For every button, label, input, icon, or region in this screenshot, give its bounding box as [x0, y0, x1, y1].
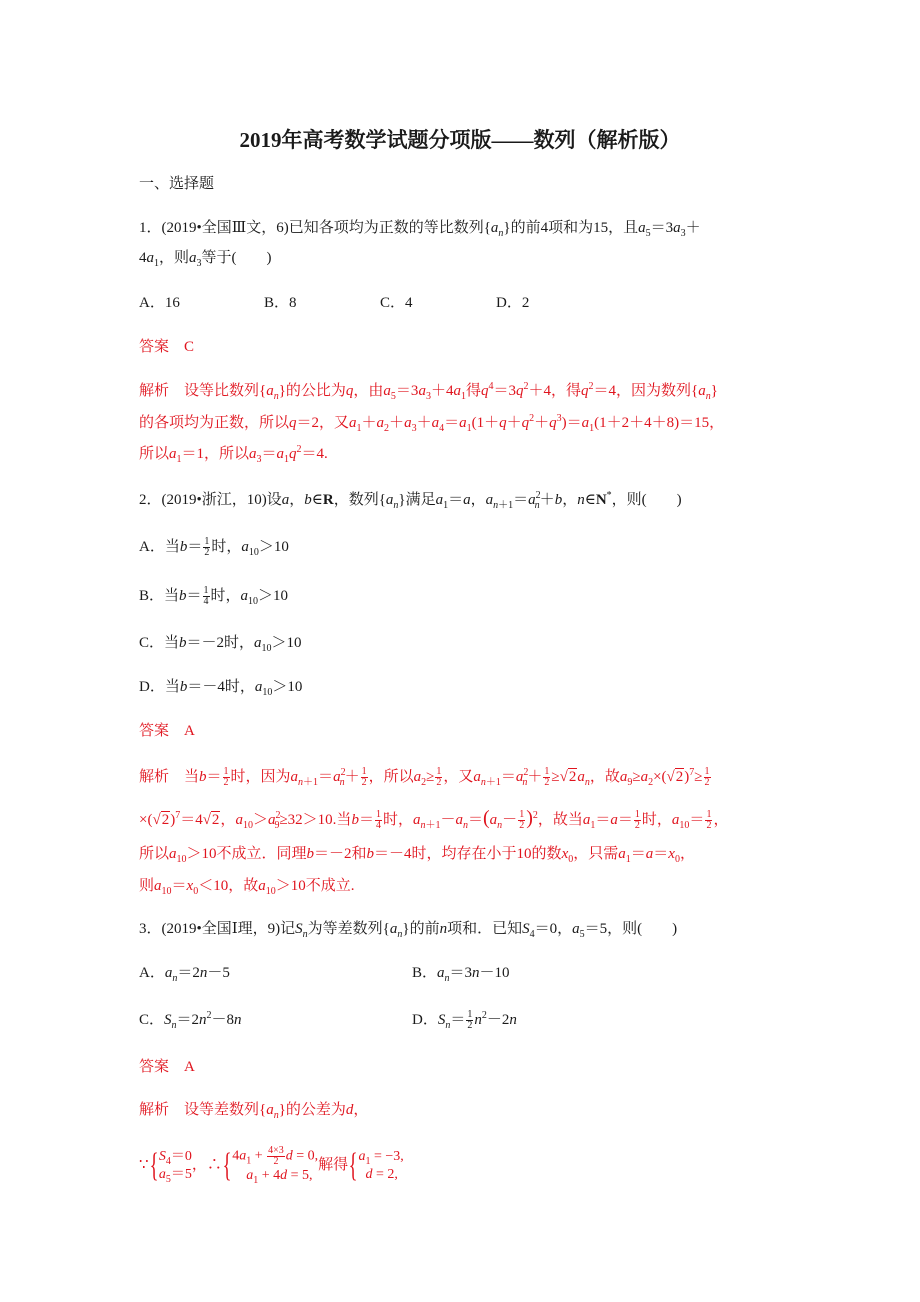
q2-analysis-line2: $\times(√2)^7=4√2$，$a_{10}>a^2_9\ge 32>10$.当b＝ $\frac{1}{4}$ 时，$a_{n+1}-a_n=(a_n-$ $\frac{1}{2}$ )$^2$，故当$a_1=a=$ $\frac{1}{2}$ 时，$a_{10}=$ $\frac{1}{2}$ ， — [139, 807, 729, 832]
q3-option-b: B．$a_n=3n-10$ — [412, 965, 510, 984]
q1-option-c: C．4 — [380, 295, 413, 311]
q1-analysis-line3: 所以$a_1=1$，所以$a_3=a_1q^2=4$. — [139, 444, 328, 465]
q2-analysis-line4: 则$a_{10}=x_0<10$，故$a_{10}>10$不成立. — [139, 878, 355, 897]
q2-analysis-line1: 解析 当b＝ $\frac{1}{2}$ 时，因为$a_{n+1}=a^2_n+$ $\frac{1}{2}$ ，所以$a_2\ge$ $\frac{1}{2}$ ，又$a_{n+1}=a^2_n+$ $\frac{1}{2}$ $\ge√2a_n$，故$a_9\ge a_2\times(√2)^7\ge$ $\frac{1}{2}$ — [139, 766, 710, 789]
q2-stem: 2．(2019•浙江，10)设a，b∈R，数列$\{a_n\}$满足$a_1=a$，$a_{n+1}=a^2_n+b$，n∈N*，则( ) — [139, 490, 682, 511]
q3-option-c: C．$S_n=2n^2-8n$ — [139, 1010, 242, 1031]
q3-option-d: D．$S_n=$ $\frac{1}{2}$ $n^2-2n$ — [412, 1009, 517, 1032]
q2-analysis-line3: 所以$a_{10}>10$不成立．同理b＝－2和b＝－4时，均存在小于10的数$x_0$，只需$a_1=a=x_0$， — [139, 846, 695, 865]
q3-option-a: A．$a_n=2n-5$ — [139, 965, 230, 984]
q1-option-a: A．16 — [139, 295, 180, 311]
q2-option-d: D．当b＝－4时，$a_{10}>10$ — [139, 679, 303, 698]
q2-option-a: A．当b＝ $\frac{1}{2}$ 时，$a_{10}>10$ — [139, 536, 289, 559]
q1-analysis-line2: 的各项均为正数，所以q＝2，又$a_1+a_2+a_3+a_4=a_1(1+q+q^2+q^3)=a_1(1+2+4+8)=15$， — [139, 413, 725, 434]
q1-stem-line1: 1．(2019•全国Ⅲ文，6)已知各项均为正数的等比数列$\{a_n\}$的前4项和为15，且$a_5=3a_3+$ — [139, 220, 701, 239]
q3-analysis-line1: 解析 设等差数列$\{a_n\}$的公差为d， — [139, 1102, 369, 1121]
q1-option-d: D．2 — [496, 295, 530, 311]
q1-stem-line2: $4a_1$，则$a_3$等于( ) — [139, 250, 272, 269]
q2-answer: 答案 A — [139, 723, 195, 739]
page-title: 2019年高考数学试题分项版——数列（解析版） — [239, 128, 681, 152]
q2-option-c: C．当b＝－2时，$a_{10}>10$ — [139, 635, 302, 654]
q3-analysis-system: ∵{ $S_4=0$ $a_5=5$ ，∴{ $4a_1$ + $\frac{4\times 3}{2}$ d = 0, $a_1 + 4d = 5$, 解得{ $a_1 = -3$, d = 2, — [139, 1145, 404, 1186]
q3-stem: 3．(2019•全国Ⅰ理，9)记$S_n$为等差数列$\{a_n\}$的前n项和．已知$S_4=0$，$a_5=5$，则( ) — [139, 921, 678, 940]
q3-answer: 答案 A — [139, 1059, 195, 1075]
q1-answer: 答案 C — [139, 339, 195, 355]
q2-option-b: B．当b＝ $\frac{1}{4}$ 时，$a_{10}>10$ — [139, 585, 289, 608]
section-heading: 一、选择题 — [139, 176, 215, 192]
q1-analysis-line1: 解析 设等比数列$\{a_n\}$的公比为q，由$a_5=3a_3+4a_1$得$q^4=3q^2+4$，得$q^2=4$，因为数列$\{a_n\}$ — [139, 381, 718, 402]
q1-option-b: B．8 — [264, 295, 297, 311]
